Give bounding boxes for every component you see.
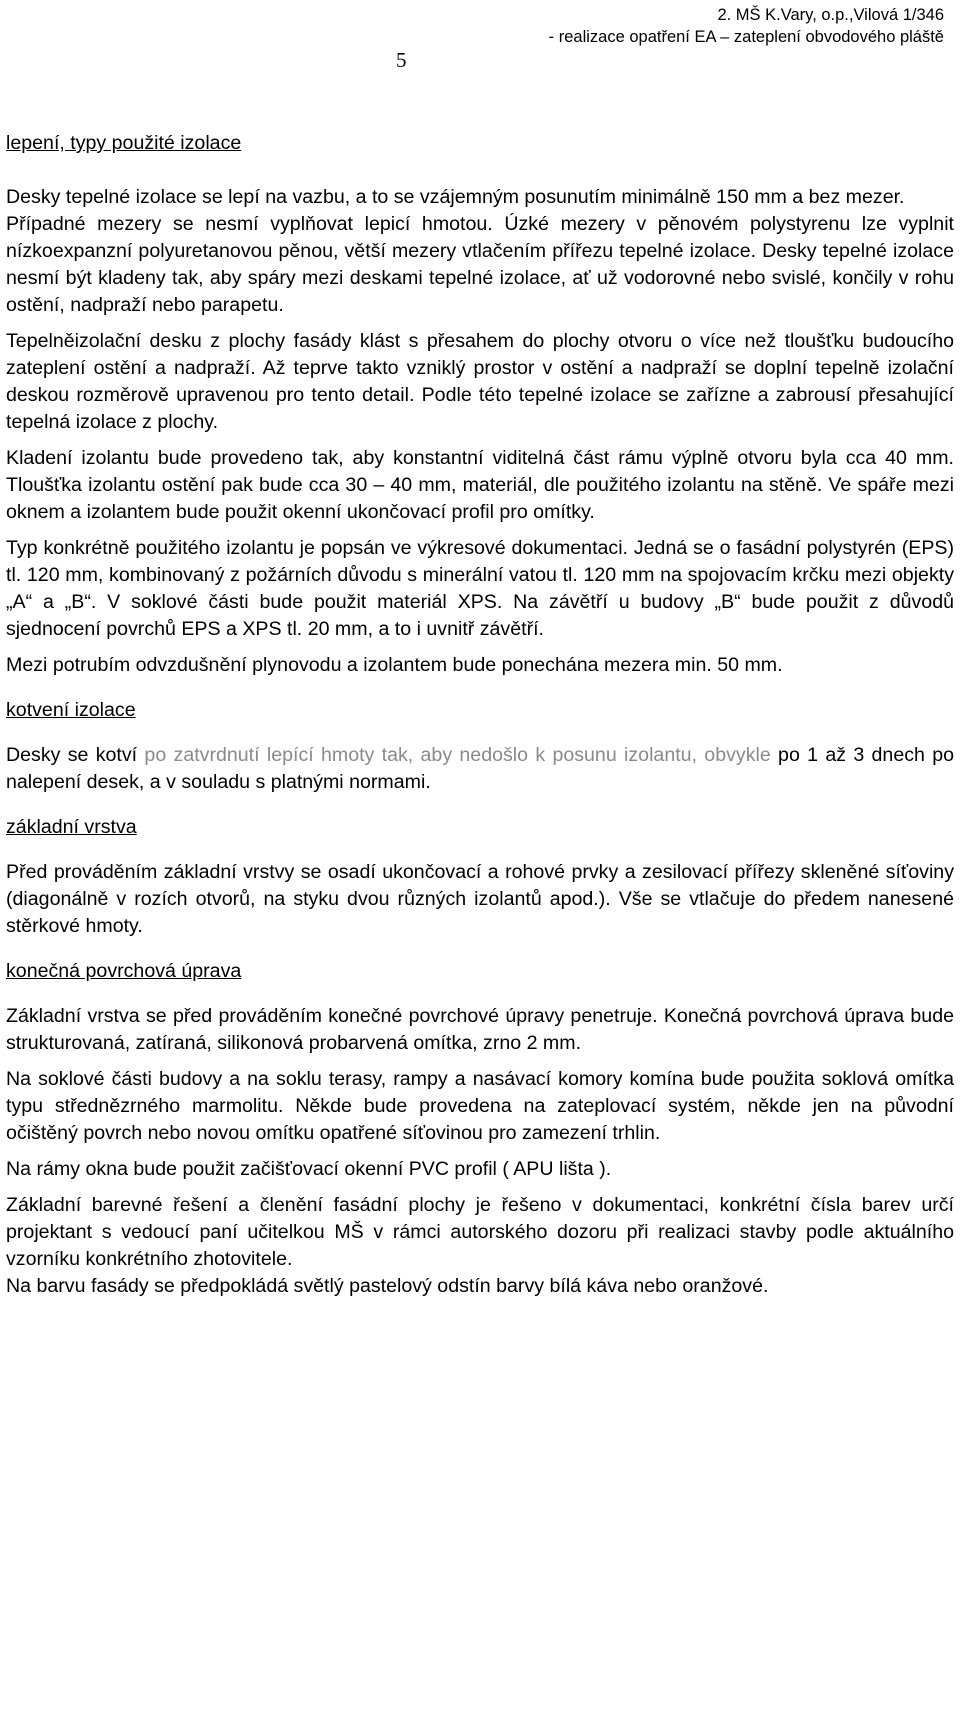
kotveni-text-gray: po zatvrdnutí lepící hmoty tak, aby nedošlo k posunu izolantu, obvykle [144,744,771,766]
header-line-2: - realizace opatření EA – zateplení obvodového pláště [548,28,944,46]
paragraph-lepeni-4: Kladení izolantu bude provedeno tak, aby konstantní viditelná část rámu výplně otvoru byla cca 40 mm. Tloušťka izolantu ostění pak bude cca 30 – 40 mm, materiál, dle použitého izolantu na stěně. Ve spáře mezi oknem a izolantem bude použit okenní ukončovací profil pro omítky. [6,447,954,523]
paragraph-zakladni-1: Před prováděním základní vrstvy se osadí ukončovací a rohové prvky a zesilovací přířezy skleněné síťoviny (diagonálně v rozích otvorů, na styku dvou různých izolantů apod.). Vše se vtlačuje do předem nanesené stěrkové hmoty. [6,861,954,937]
header-line-1: 2. MŠ K.Vary, o.p.,Vilová 1/346 [717,6,944,24]
paragraph-lepeni-6: Mezi potrubím odvzdušnění plynovodu a izolantem bude ponechána mezera min. 50 mm. [6,654,783,676]
heading-konecna: konečná povrchová úprava [6,960,242,982]
kotveni-text-start: Desky se kotví [6,744,145,766]
kotveni-text-end: po 1 až 3 dnech po nalepení desek, a v souladu s platnými normami. [6,744,955,793]
paragraph-konecna-5: Na barvu fasády se předpokládá světlý pastelový odstín barvy bílá káva nebo oranžové. [6,1275,769,1297]
paragraph-kotveni-1 [6,742,954,796]
heading-lepeni: lepení, typy použité izolace [6,132,242,154]
paragraph-lepeni-2: Případné mezery se nesmí vyplňovat lepicí hmotou. Úzké mezery v pěnovém polystyrenu lze vyplnit nízkoexpanzní polyuretanovou pěnou, větší mezery vtlačením přířezu tepelné izolace. Desky tepelné izolace nesmí být kladeny tak, aby spáry mezi deskami tepelné izolace, ať už vodorovné nebo svislé, končily v rohu ostění, nadpraží nebo parapetu. [6,213,954,316]
page-header [184,4,944,48]
paragraph-konecna-3: Na rámy okna bude použit začišťovací okenní PVC profil ( APU lišta ). [6,1158,612,1180]
paragraph-lepeni-3: Tepelněizolační desku z plochy fasády klást s přesahem do plochy otvoru o více než tloušťku budoucího zateplení ostění a nadpraží. Až teprve takto vzniklý prostor v ostění a nadpraží se doplní tepelně izolační deskou rozměrově upravenou pro tento detail. Podle této tepelné izolace se zařízne a zabrousí přesahující tepelná izolace z plochy. [6,330,954,433]
page-number: 5 [396,48,407,72]
paragraph-konecna-2: Na soklové části budovy a na soklu terasy, rampy a nasávací komory komína bude použita soklová omítka typu střednězrného marmolitu. Někde bude provedena na zateplovací systém, někde jen na původní očištěný povrch nebo novou omítku opatřené síťovinou pro zamezení trhlin. [6,1068,954,1144]
document-body [6,130,954,1300]
paragraph-konecna-1: Základní vrstva se před prováděním konečné povrchové úpravy penetruje. Konečná povrchová úprava bude strukturovaná, zatíraná, silikonová probarvená omítka, zrno 2 mm. [6,1005,954,1054]
paragraph-lepeni-5: Typ konkrétně použitého izolantu je popsán ve výkresové dokumentaci. Jedná se o fasádní polystyrén (EPS) tl. 120 mm, kombinovaný z požárních důvodu s minerální vatou tl. 120 mm na spojovacím krčku mezi objekty „A“ a „B“. V soklové části bude použit materiál XPS. Na závětří u budovy „B“ bude použit z důvodů sjednocení povrchů EPS a XPS tl. 20 mm, a to i uvnitř závětří. [6,537,954,640]
paragraph-konecna-4: Základní barevné řešení a členění fasádní plochy je řešeno v dokumentaci, konkrétní čísla barev určí projektant s vedoucí paní učitelkou MŠ v rámci autorského dozoru při realizaci stavby podle aktuálního vzorníku konkrétního zhotovitele. [6,1194,954,1270]
paragraph-lepeni-1: Desky tepelné izolace se lepí na vazbu, a to se vzájemným posunutím minimálně 150 mm a bez mezer. [6,186,905,208]
heading-zakladni: základní vrstva [6,816,137,838]
heading-kotveni: kotvení izolace [6,699,136,721]
